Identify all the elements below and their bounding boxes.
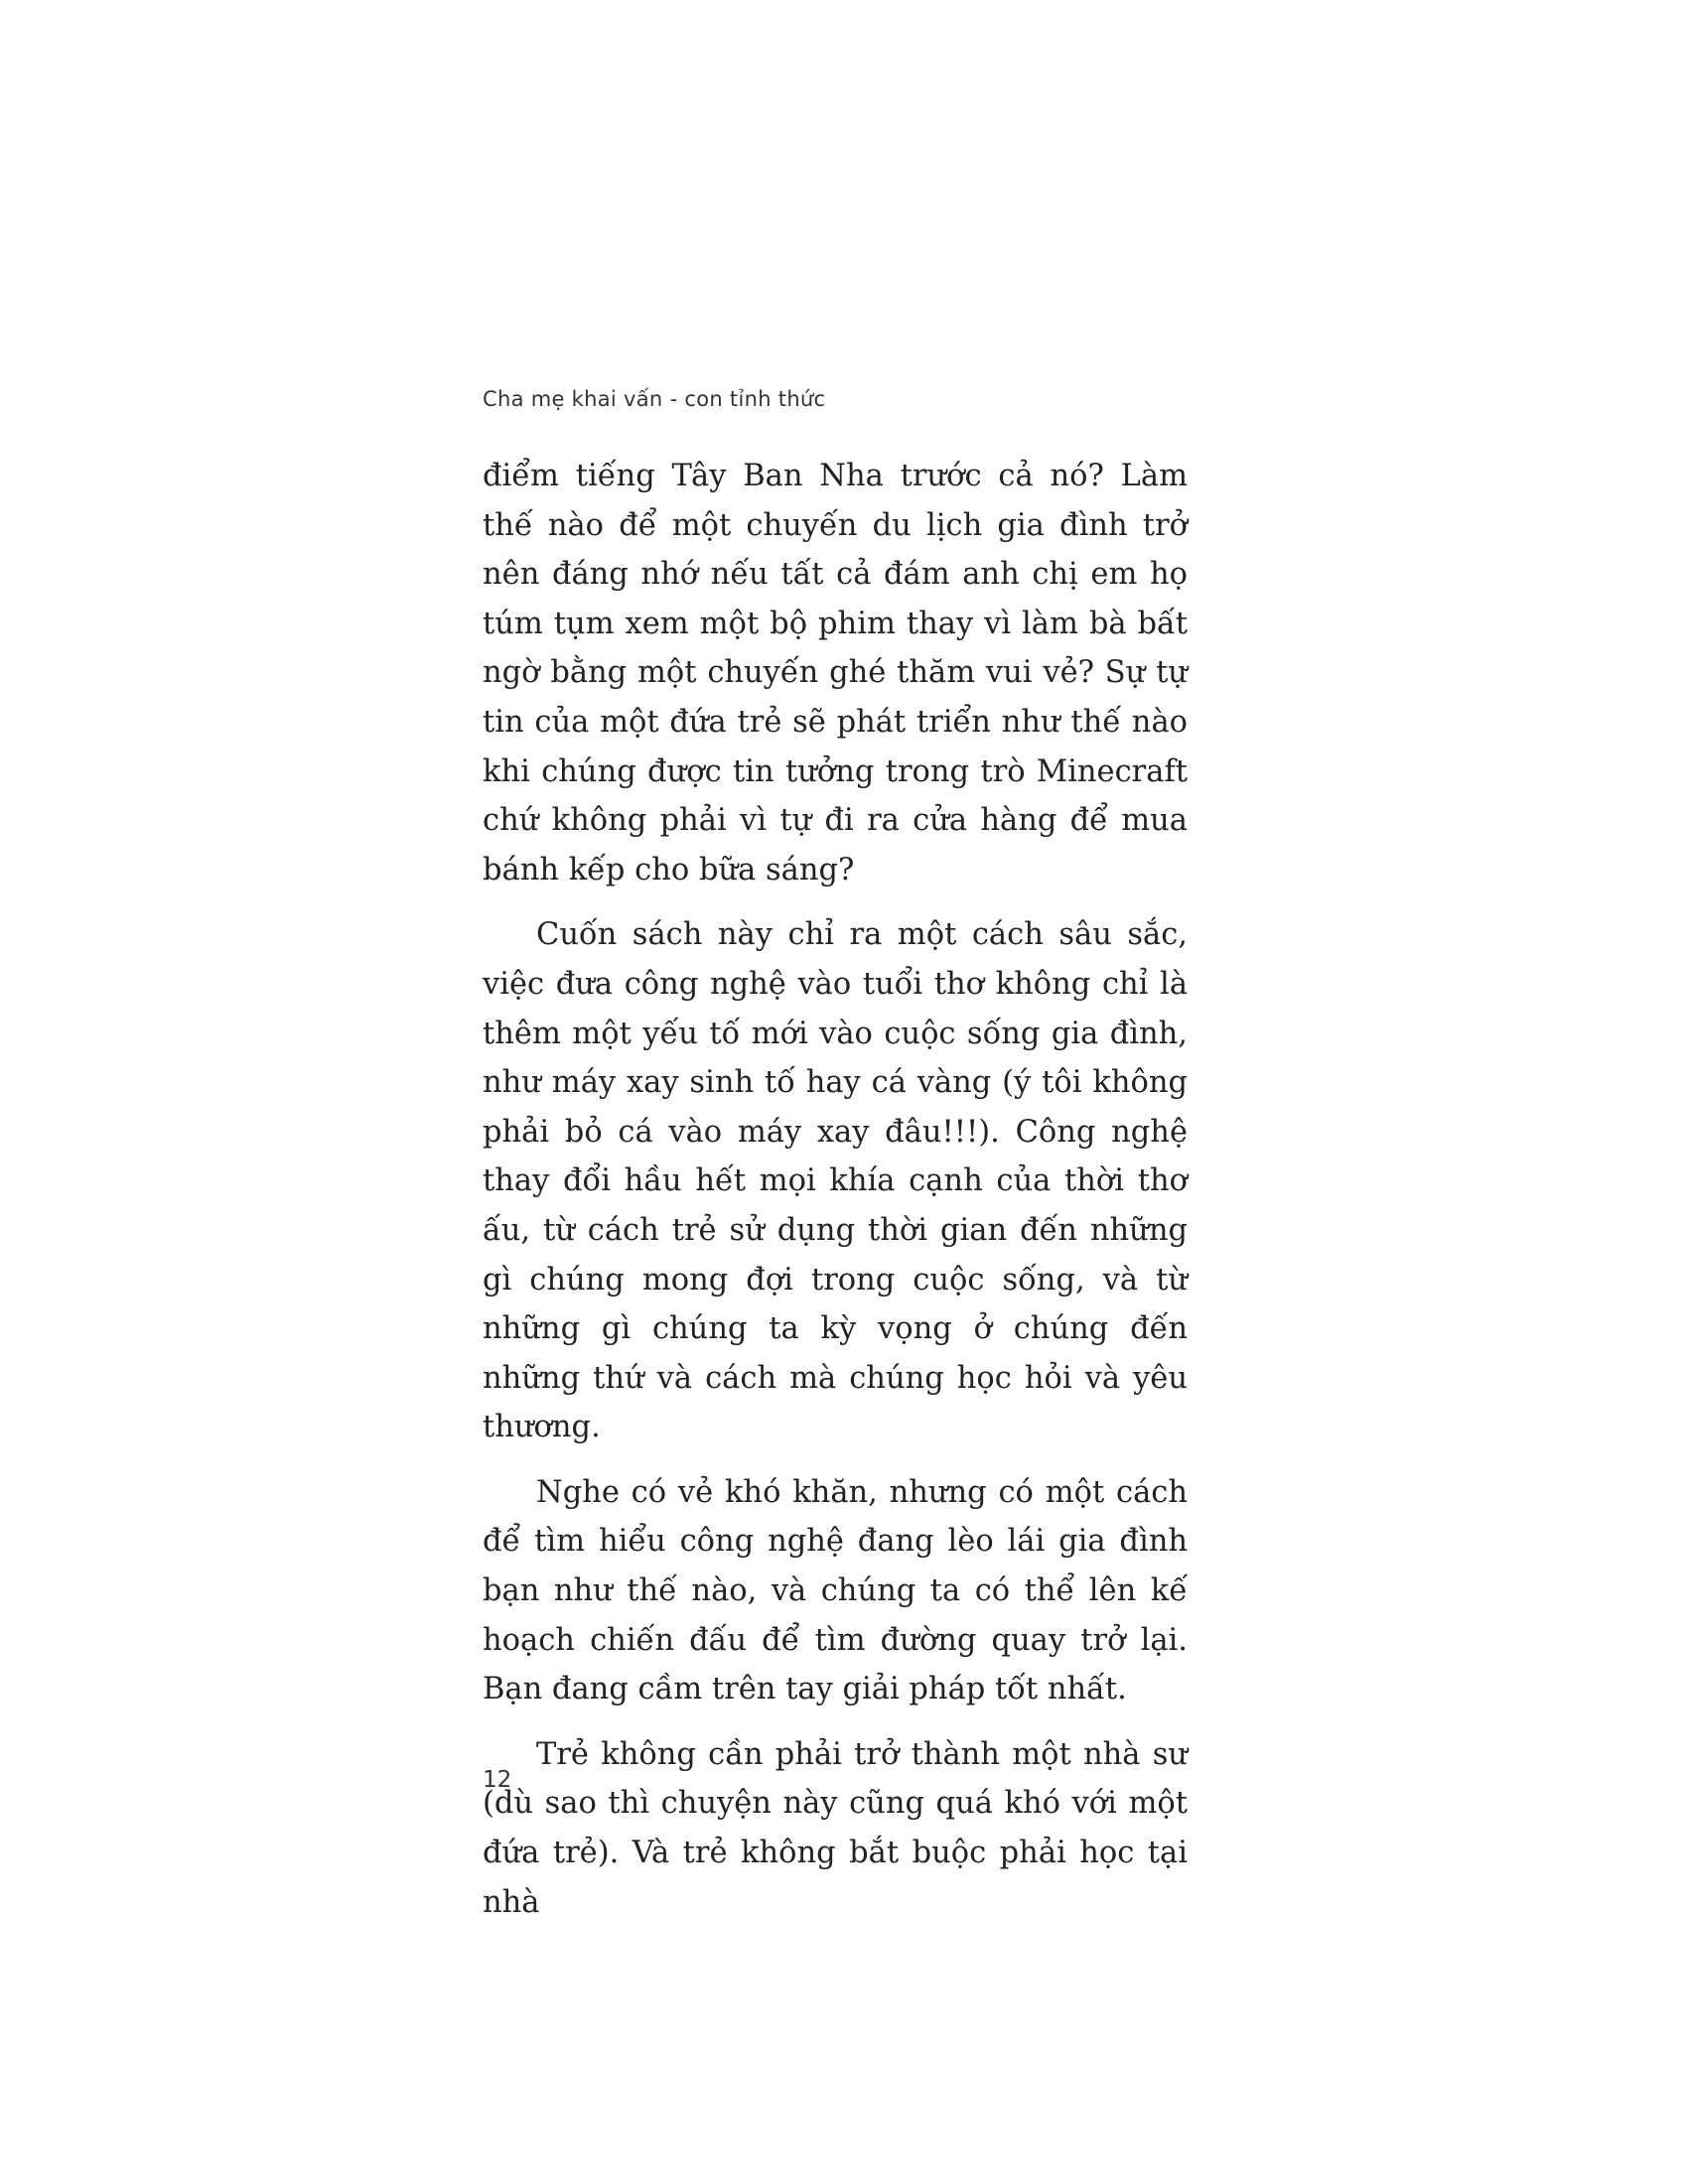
paragraph: Cuốn sách này chỉ ra một cách sâu sắc, việc đưa công nghệ vào tuổi thơ không chỉ là thêm một yếu tố mới vào cuộc sống gia đình, như máy xay sinh tố hay cá vàng (ý tôi không phải bỏ cá vào máy xay đâu!!!). Công nghệ thay đổi hầu hết mọi khía cạnh của thời thơ ấu, từ cách trẻ sử dụng thời gian đến những gì chúng mong đợi trong cuộc sống, và từ những gì chúng ta kỳ vọng ở chúng đến những thứ và cách mà chúng học hỏi và yêu thương. — [483, 917, 1188, 1445]
paragraph: điểm tiếng Tây Ban Nha trước cả nó? Làm thế nào để một chuyến du lịch gia đình trở nên đáng nhớ nếu tất cả đám anh chị em họ túm tụm xem một bộ phim thay vì làm bà bất ngờ bằng một chuyến ghé thăm vui vẻ? Sự tự tin của một đứa trẻ sẽ phát triển như thế nào khi chúng được tin tưởng trong trò Minecraft chứ không phải vì tự đi ra cửa hàng để mua bánh kếp cho bữa sáng? — [483, 459, 1188, 887]
paragraph: Nghe có vẻ khó khăn, nhưng có một cách để tìm hiểu công nghệ đang lèo lái gia đình bạn như thế nào, và chúng ta có thể lên kế hoạch chiến đấu để tìm đường quay trở lại. Bạn đang cầm trên tay giải pháp tốt nhất. — [483, 1474, 1188, 1707]
page-number: 12 — [483, 1767, 512, 1793]
body-text — [483, 452, 1188, 1943]
running-header: Cha mẹ khai vấn - con tỉnh thức — [483, 387, 826, 411]
paragraph: Trẻ không cần phải trở thành một nhà sư (dù sao thì chuyện này cũng quá khó với một đứa trẻ). Và trẻ không bắt buộc phải học tại nhà — [483, 1736, 1188, 1920]
